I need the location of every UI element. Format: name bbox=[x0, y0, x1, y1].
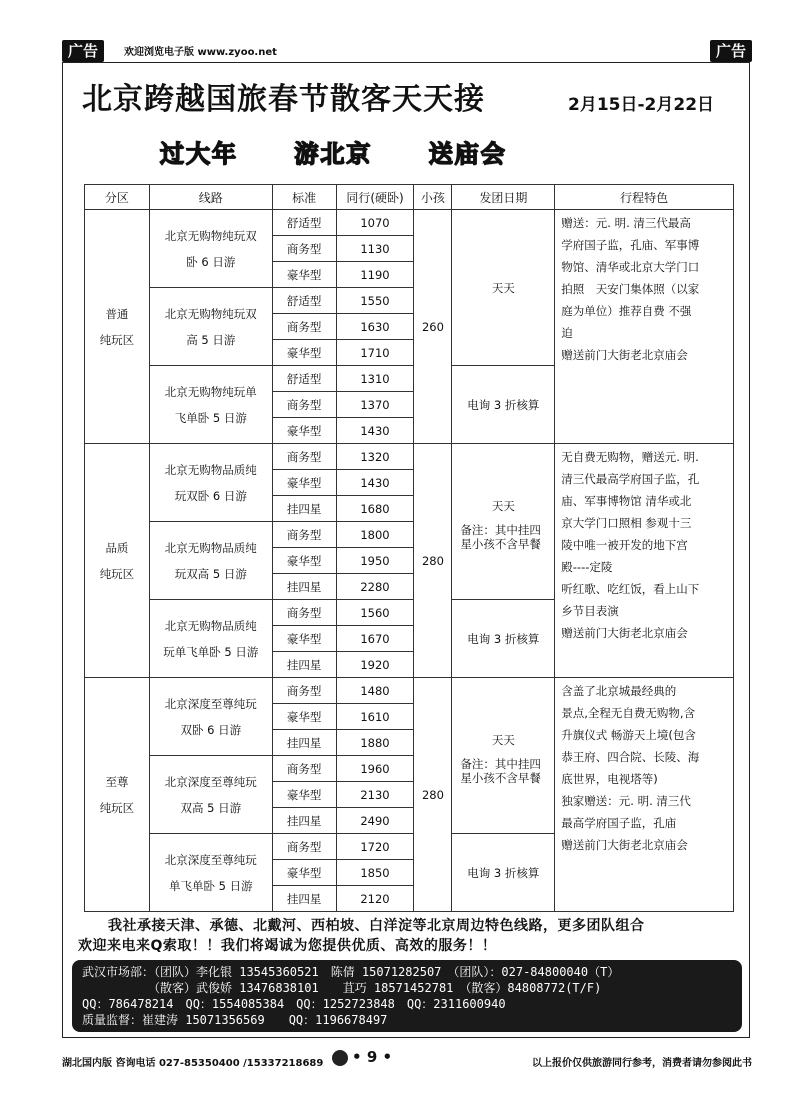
header-cell: 行程特色 bbox=[555, 185, 734, 210]
standard-cell: 豪华型 bbox=[272, 626, 336, 652]
route-name: 玩双高 5 日游 bbox=[174, 566, 247, 581]
table-row bbox=[85, 444, 734, 470]
departure-note: 备注：其中挂四星小孩不含早餐 bbox=[460, 756, 541, 785]
price-cell: 2280 bbox=[336, 574, 414, 600]
kid-price-cell: 260 bbox=[414, 210, 452, 444]
header-cell: 标准 bbox=[272, 185, 336, 210]
kid-price-cell: 280 bbox=[414, 678, 452, 912]
departure-main: 天天 bbox=[491, 498, 515, 513]
region-label: 普通 bbox=[105, 306, 129, 321]
departure-cell-phone: 电询 3 折核算 bbox=[452, 834, 555, 912]
route-name: 玩双卧 6 日游 bbox=[174, 488, 247, 503]
feature-line: 庙、军事博物馆 清华或北 bbox=[561, 494, 692, 508]
header-cell: 线路 bbox=[149, 185, 272, 210]
route-name: 北京无购物品质纯 bbox=[164, 540, 257, 555]
standard-cell: 挂四星 bbox=[272, 886, 336, 912]
route-name: 北京无购物纯玩双 bbox=[164, 228, 257, 243]
feature-line: 无自费无购物，赠送元. 明. bbox=[561, 450, 699, 464]
standard-cell: 挂四星 bbox=[272, 652, 336, 678]
departure-cell bbox=[452, 210, 555, 366]
price-cell: 1130 bbox=[336, 236, 414, 262]
standard-cell: 舒适型 bbox=[272, 210, 336, 236]
price-cell: 1070 bbox=[336, 210, 414, 236]
welcome-text[interactable]: 欢迎浏览电子版 www.zyoo.net bbox=[124, 47, 277, 58]
standard-cell: 商务型 bbox=[272, 756, 336, 782]
feature-line: 清三代最高学府国子监，孔 bbox=[561, 472, 700, 486]
price-cell: 1480 bbox=[336, 678, 414, 704]
route-name: 北京无购物品质纯 bbox=[164, 618, 257, 633]
region-cell bbox=[85, 678, 150, 912]
price-cell: 1610 bbox=[336, 704, 414, 730]
price-cell: 1800 bbox=[336, 522, 414, 548]
departure-cell-phone: 电询 3 折核算 bbox=[452, 366, 555, 444]
price-cell: 1310 bbox=[336, 366, 414, 392]
price-cell: 1630 bbox=[336, 314, 414, 340]
price-cell: 1880 bbox=[336, 730, 414, 756]
route-name: 北京无购物纯玩单 bbox=[164, 384, 257, 399]
departure-main: 天天 bbox=[491, 280, 515, 295]
price-cell: 1550 bbox=[336, 288, 414, 314]
standard-cell: 豪华型 bbox=[272, 548, 336, 574]
route-cell bbox=[149, 678, 272, 756]
standard-cell: 豪华型 bbox=[272, 418, 336, 444]
feature-line: 迫 bbox=[561, 326, 573, 340]
top-bar bbox=[62, 40, 752, 62]
header-cell: 小孩 bbox=[414, 185, 452, 210]
standard-cell: 挂四星 bbox=[272, 574, 336, 600]
price-cell: 2130 bbox=[336, 782, 414, 808]
price-cell: 1430 bbox=[336, 470, 414, 496]
departure-note: 备注：其中挂四星小孩不含早餐 bbox=[460, 522, 541, 551]
contact-line: 武汉市场部：（团队）李化银 13545360521 陈倩 15071282507 （团队）：027-84800040（T） bbox=[82, 965, 620, 979]
feature-line: 赠送前门大街老北京庙会 bbox=[561, 838, 688, 852]
standard-cell: 商务型 bbox=[272, 522, 336, 548]
features-cell bbox=[555, 210, 734, 444]
route-cell bbox=[149, 210, 272, 288]
feature-line: 物馆、清华或北京大学门口 bbox=[561, 260, 700, 274]
standard-cell: 商务型 bbox=[272, 314, 336, 340]
route-cell bbox=[149, 366, 272, 444]
price-cell: 1960 bbox=[336, 756, 414, 782]
departure-cell-phone: 电询 3 折核算 bbox=[452, 600, 555, 678]
kid-price-cell: 280 bbox=[414, 444, 452, 678]
route-name: 北京深度至尊纯玩 bbox=[164, 696, 257, 711]
feature-line: 独家赠送：元. 明. 清三代 bbox=[561, 794, 691, 808]
feature-line: 京大学门口照相 参观十三 bbox=[561, 516, 692, 530]
feature-line: 升旗仪式 畅游天上境(包含 bbox=[561, 728, 696, 742]
standard-cell: 挂四星 bbox=[272, 730, 336, 756]
page-number-value: 9 bbox=[366, 1048, 378, 1066]
region-cell bbox=[85, 444, 150, 678]
table-row bbox=[85, 210, 734, 236]
footer-right: 以上报价仅供旅游同行参考，消费者请勿参阅此书 bbox=[532, 1058, 752, 1069]
feature-line: 听红歌、吃红饭，看上山下 bbox=[561, 582, 700, 596]
feature-line: 赠送：元. 明. 清三代最高 bbox=[561, 216, 691, 230]
standard-cell: 商务型 bbox=[272, 236, 336, 262]
price-cell: 1720 bbox=[336, 834, 414, 860]
route-cell bbox=[149, 756, 272, 834]
promo-text bbox=[78, 916, 742, 956]
feature-line: 底世界，电视塔等) bbox=[561, 772, 658, 786]
standard-cell: 豪华型 bbox=[272, 860, 336, 886]
contact-line: 质量监督：崔建涛 15071356569 QQ：1196678497 bbox=[82, 1013, 388, 1027]
ad-label-left: 广告 bbox=[62, 40, 104, 62]
region-cell bbox=[85, 210, 150, 444]
feature-line: 陵中唯一被开发的地下宫 bbox=[561, 538, 688, 552]
route-name: 双卧 6 日游 bbox=[180, 722, 242, 737]
ad-label-right: 广告 bbox=[710, 40, 752, 62]
region-label: 纯玩区 bbox=[99, 800, 135, 815]
features-cell bbox=[555, 444, 734, 678]
feature-line: 恭王府、四合院、长陵、海 bbox=[561, 750, 700, 764]
standard-cell: 挂四星 bbox=[272, 496, 336, 522]
region-label: 品质 bbox=[105, 540, 129, 555]
route-cell bbox=[149, 522, 272, 600]
route-cell bbox=[149, 444, 272, 522]
price-cell: 1950 bbox=[336, 548, 414, 574]
route-name: 北京无购物纯玩双 bbox=[164, 306, 257, 321]
header-cell: 分区 bbox=[85, 185, 150, 210]
price-cell: 1670 bbox=[336, 626, 414, 652]
route-name: 北京无购物品质纯 bbox=[164, 462, 257, 477]
features-cell bbox=[555, 678, 734, 912]
feature-line: 学府国子监，孔庙、军事博 bbox=[561, 238, 700, 252]
route-name: 卧 6 日游 bbox=[186, 254, 236, 269]
standard-cell: 商务型 bbox=[272, 600, 336, 626]
contact-line: （散客）武俊娇 13476838101 苴巧 18571452781 （散客）84808772(T/F) bbox=[82, 981, 602, 995]
standard-cell: 挂四星 bbox=[272, 808, 336, 834]
departure-cell bbox=[452, 678, 555, 834]
region-label: 纯玩区 bbox=[99, 332, 135, 347]
promo-line-2: 欢迎来电来Q索取！！我们将竭诚为您提供优质、高效的服务！！ bbox=[78, 938, 497, 954]
footer-left: 湖北国内版 咨询电话 027-85350400 /15337218689 bbox=[62, 1058, 324, 1069]
feature-line: 赠送前门大街老北京庙会 bbox=[561, 626, 688, 640]
price-cell: 1190 bbox=[336, 262, 414, 288]
subtitle-part: 送庙会 bbox=[428, 139, 507, 168]
page-number: • 9 • bbox=[332, 1048, 392, 1066]
price-cell: 1370 bbox=[336, 392, 414, 418]
region-label: 纯玩区 bbox=[99, 566, 135, 581]
feature-line: 含盖了北京城最经典的 bbox=[561, 684, 677, 698]
feature-line: 庭为单位）推荐自费 不强 bbox=[561, 304, 692, 318]
logo-icon bbox=[332, 1050, 348, 1066]
header-cell: 发团日期 bbox=[452, 185, 555, 210]
subtitle-part: 过大年 bbox=[160, 139, 238, 168]
standard-cell: 豪华型 bbox=[272, 470, 336, 496]
routes-table bbox=[84, 184, 734, 912]
departure-cell bbox=[452, 444, 555, 600]
route-name: 北京深度至尊纯玩 bbox=[164, 852, 257, 867]
price-cell: 1850 bbox=[336, 860, 414, 886]
table-row bbox=[85, 678, 734, 704]
price-cell: 1680 bbox=[336, 496, 414, 522]
standard-cell: 舒适型 bbox=[272, 366, 336, 392]
route-name: 飞单卧 5 日游 bbox=[174, 410, 247, 425]
route-cell bbox=[149, 600, 272, 678]
subtitle bbox=[160, 134, 553, 169]
header-cell: 同行(硬卧) bbox=[336, 185, 414, 210]
route-name: 单飞单卧 5 日游 bbox=[168, 878, 253, 893]
standard-cell: 豪华型 bbox=[272, 340, 336, 366]
route-cell bbox=[149, 288, 272, 366]
subtitle-part: 游北京 bbox=[294, 139, 373, 168]
price-cell: 1920 bbox=[336, 652, 414, 678]
price-cell: 2490 bbox=[336, 808, 414, 834]
standard-cell: 商务型 bbox=[272, 834, 336, 860]
standard-cell: 商务型 bbox=[272, 444, 336, 470]
table-header-row bbox=[85, 185, 734, 210]
contact-box bbox=[72, 960, 742, 1032]
price-cell: 1560 bbox=[336, 600, 414, 626]
route-name: 北京深度至尊纯玩 bbox=[164, 774, 257, 789]
route-name: 玩单飞单卧 5 日游 bbox=[163, 644, 259, 659]
feature-line: 最高学府国子监，孔庙 bbox=[561, 816, 677, 830]
standard-cell: 豪华型 bbox=[272, 262, 336, 288]
tour-dates: 2月15日-2月22日 bbox=[568, 95, 715, 115]
price-cell: 2120 bbox=[336, 886, 414, 912]
price-cell: 1430 bbox=[336, 418, 414, 444]
standard-cell: 商务型 bbox=[272, 678, 336, 704]
contact-line: QQ：786478214 QQ：1554085384 QQ：1252723848 QQ：2311600940 bbox=[82, 997, 506, 1011]
feature-line: 赠送前门大街老北京庙会 bbox=[561, 348, 688, 362]
standard-cell: 豪华型 bbox=[272, 782, 336, 808]
feature-line: 乡节目表演 bbox=[561, 604, 619, 618]
page-title: 北京跨越国旅春节散客天天接 bbox=[82, 82, 485, 117]
standard-cell: 豪华型 bbox=[272, 704, 336, 730]
standard-cell: 舒适型 bbox=[272, 288, 336, 314]
promo-line-1: 我社承接天津、承德、北戴河、西柏坡、白洋淀等北京周边特色线路，更多团队组合 bbox=[108, 918, 645, 934]
region-label: 至尊 bbox=[105, 774, 129, 789]
standard-cell: 商务型 bbox=[272, 392, 336, 418]
departure-main: 天天 bbox=[491, 732, 515, 747]
route-name: 高 5 日游 bbox=[186, 332, 236, 347]
price-cell: 1710 bbox=[336, 340, 414, 366]
feature-line: 景点,全程无自费无购物,含 bbox=[561, 706, 696, 720]
price-cell: 1320 bbox=[336, 444, 414, 470]
route-cell bbox=[149, 834, 272, 912]
feature-line: 拍照 天安门集体照（以家 bbox=[561, 282, 700, 296]
route-name: 双高 5 日游 bbox=[180, 800, 242, 815]
feature-line: 殿----定陵 bbox=[561, 560, 613, 574]
